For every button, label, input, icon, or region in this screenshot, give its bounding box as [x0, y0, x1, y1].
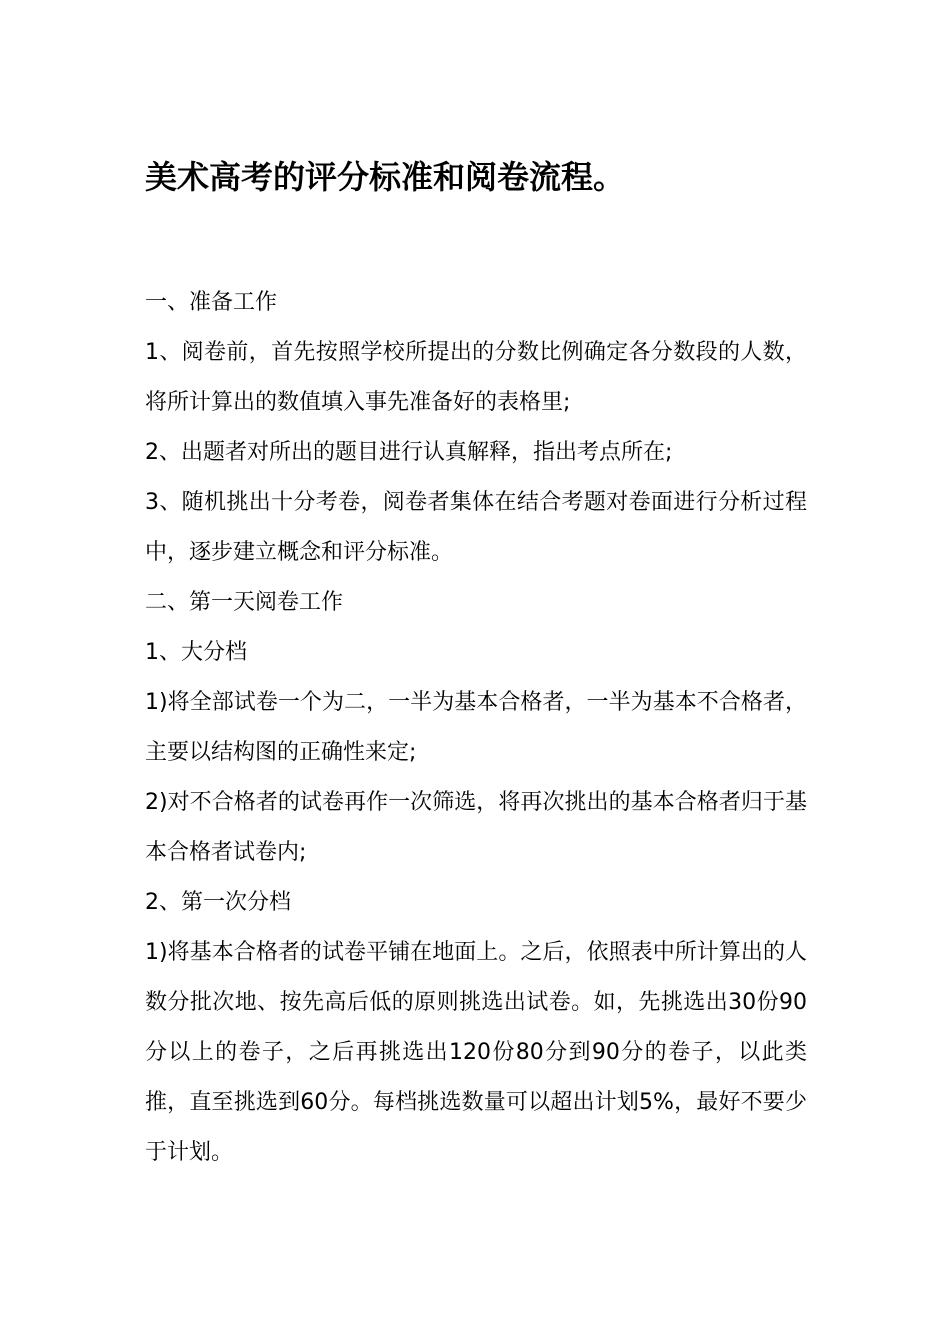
paragraph-item: 2、出题者对所出的题目进行认真解释，指出考点所在;: [145, 440, 673, 465]
paragraph-item: 1)将基本合格者的试卷平铺在地面上。之后，依照表中所计算出的人数分批次地、按先高后低的原则挑选出试卷。如，先挑选出30份90分以上的卷子，之后再挑选出120份80分到90分的卷子，以此类推，直至挑选到60分。每档挑选数量可以超出计划5%，最好不要少于计划。: [145, 940, 807, 1165]
document-body: [145, 278, 807, 1178]
subsection-heading: 1、大分档: [145, 640, 247, 665]
section-heading-first-day: 二、第一天阅卷工作: [145, 590, 344, 615]
paragraph-item: 2)对不合格者的试卷再作一次筛选，将再次挑出的基本合格者归于基本合格者试卷内;: [145, 790, 807, 865]
document-title: 美术高考的评分标准和阅卷流程。: [145, 158, 626, 196]
subsection-heading: 2、第一次分档: [145, 890, 291, 915]
paragraph-item: 1、阅卷前，首先按照学校所提出的分数比例确定各分数段的人数，将所计算出的数值填入事先准备好的表格里;: [145, 340, 807, 415]
section-heading-preparation: 一、准备工作: [145, 290, 278, 315]
paragraph-item: 3、随机挑出十分考卷，阅卷者集体在结合考题对卷面进行分析过程中，逐步建立概念和评分标准。: [145, 490, 807, 565]
paragraph-item: 1)将全部试卷一个为二，一半为基本合格者，一半为基本不合格者，主要以结构图的正确性来定;: [145, 690, 807, 765]
